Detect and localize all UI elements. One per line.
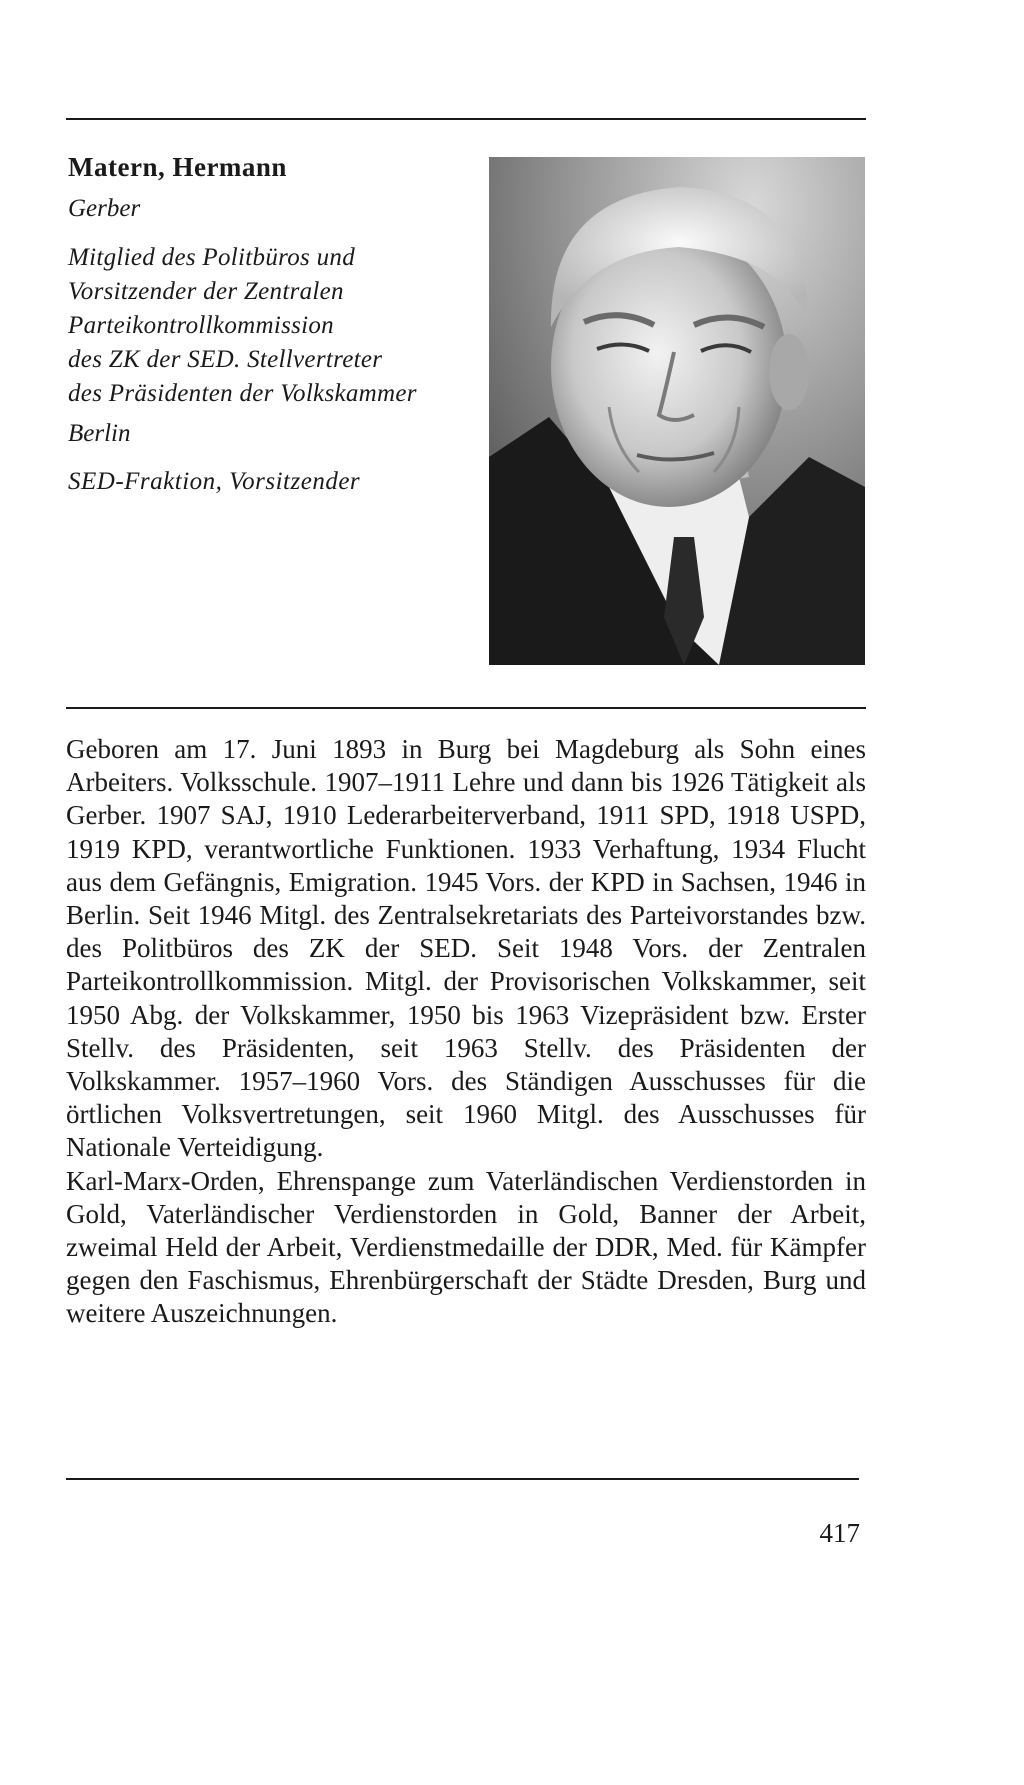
entry-roles [68,241,488,411]
middle-rule [66,707,866,709]
role-line: des ZK der SED. Stellvertreter [68,346,383,373]
biography-awards: Karl-Marx-Orden, Ehrenspange zum Vaterländischen Verdienstorden in Gold, Vaterländischer Verdienstorden in Gold, Banner der Arbeit, zweimal Held der Arbeit, Verdienstmedaille der DDR, Med. für Kämpfer gegen den Faschismus, Ehrenbürgerschaft der Städte Dresden, Burg und weitere Auszeichnungen. [66,1165,866,1329]
top-rule [66,118,866,120]
biography-career: Geboren am 17. Juni 1893 in Burg bei Magdeburg als Sohn eines Arbeiters. Volksschule. 1907–1911 Lehre und dann bis 1926 Tätigkeit als Gerber. 1907 SAJ, 1910 Lederarbeiterverband, 1911 SPD, 1918 USPD, 1919 KPD, verantwortliche Funktionen. 1933 Verhaftung, 1934 Flucht aus dem Gefängnis, Emigration. 1945 Vors. der KPD in Sachsen, 1946 in Berlin. Seit 1946 Mitgl. des Zentralsekretariats des Parteivorstandes bzw. des Politbüros des ZK der SED. Seit 1948 Vors. der Zentralen Parteikontrollkommission. Mitgl. der Provisorischen Volkskammer, seit 1950 Abg. der Volkskammer, 1950 bis 1963 Vizepräsident bzw. Erster Stellv. des Präsidenten, seit 1963 Stellv. des Präsidenten der Volkskammer. 1957–1960 Vors. des Ständigen Ausschusses für die örtlichen Volksvertretungen, seit 1960 Mitgl. des Ausschusses für Nationale Verteidigung. [66,734,866,1163]
role-line: Vorsitzender der Zentralen [68,278,344,305]
biography-text [66,733,866,1331]
entry-name: Matern, Hermann [68,152,287,182]
bottom-rule [66,1478,859,1480]
portrait-photo-icon [489,157,865,665]
portrait-photo [489,157,865,665]
role-line: Parteikontrollkommission [68,312,334,339]
entry-header [68,150,488,499]
entry-occupation: Gerber [68,195,141,222]
page-number: 417 [819,1518,860,1548]
role-line: des Präsidenten der Volkskammer [68,380,417,407]
role-line: Mitglied des Politbüros und [68,244,356,271]
entry-faction: SED-Fraktion, Vorsitzender [68,468,361,495]
entry-district: Berlin [68,420,131,447]
